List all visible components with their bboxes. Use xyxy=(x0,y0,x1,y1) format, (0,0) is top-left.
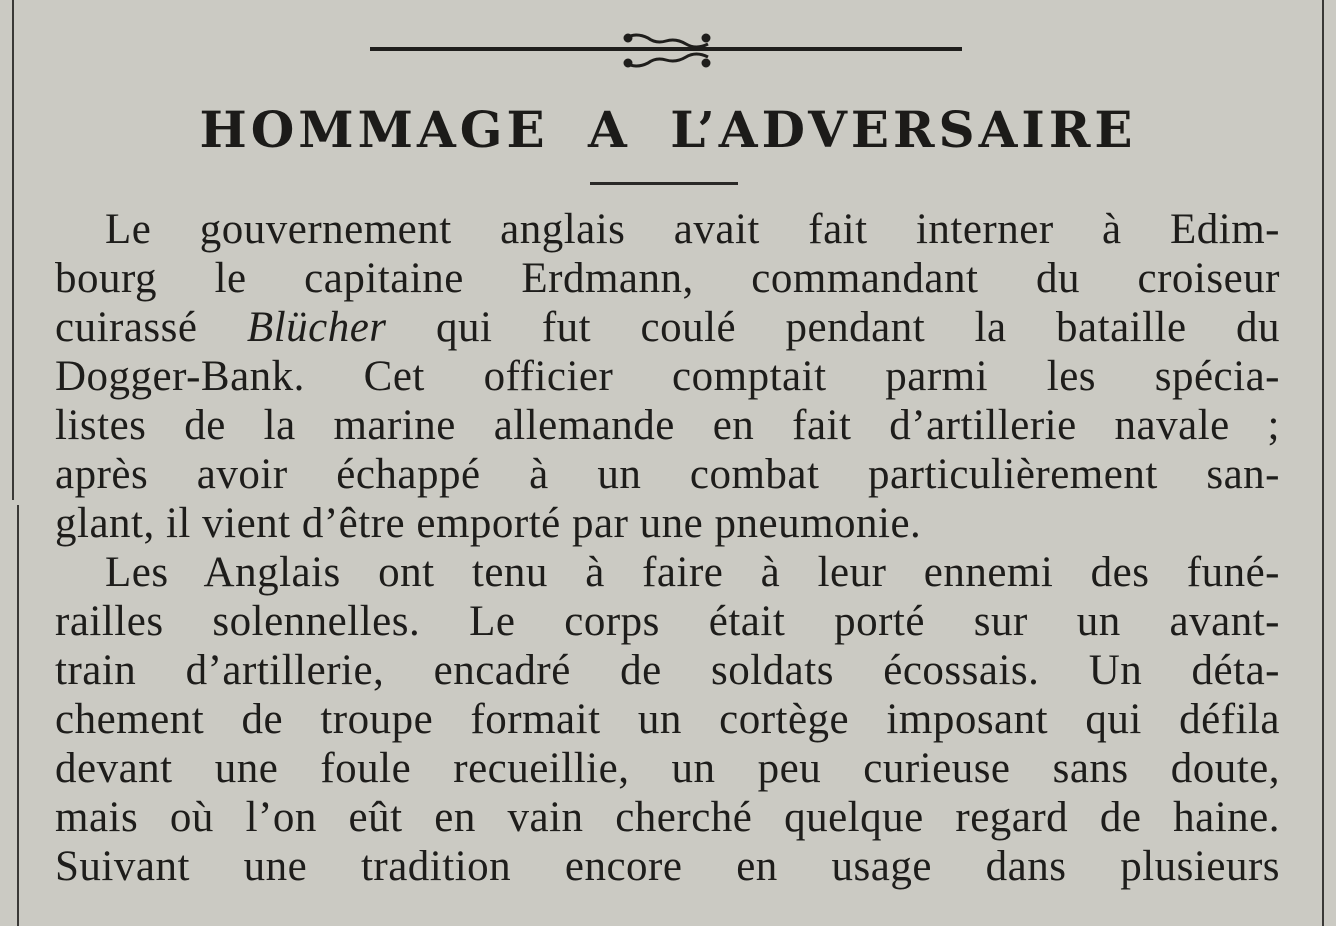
text-line: Dogger-Bank. Cet officier comptait parmi les spécia- xyxy=(55,353,1280,400)
article-body xyxy=(55,205,1280,891)
text-line xyxy=(55,303,1280,352)
text-line: train d’artillerie, encadré de soldats écossais. Un déta- xyxy=(55,647,1280,694)
text-segment: cuirassé xyxy=(55,304,247,351)
text-line: chement de troupe formait un cortège imposant qui défila xyxy=(55,696,1280,743)
ornamental-divider xyxy=(370,30,962,74)
text-line: Suivant une tradition encore en usage dans plusieurs xyxy=(55,843,1280,890)
text-line: devant une foule recueillie, un peu curieuse sans doute, xyxy=(55,745,1280,792)
flourish-icon xyxy=(625,35,709,66)
text-line: Les Anglais ont tenu à faire à leur ennemi des funé- xyxy=(105,549,1280,596)
text-line: mais où l’on eût en vain cherché quelque regard de haine. xyxy=(55,794,1280,841)
text-line: bourg le capitaine Erdmann, commandant du croiseur xyxy=(55,255,1280,302)
text-line: Le gouvernement anglais avait fait interner à Edim- xyxy=(105,206,1280,253)
text-line: listes de la marine allemande en fait d’artillerie navale ; xyxy=(55,402,1280,449)
text-line: après avoir échappé à un combat particulièrement san- xyxy=(55,451,1280,498)
article-title: HOMMAGE A L’ADVERSAIRE xyxy=(199,100,1137,159)
text-line: railles solennelles. Le corps était porté sur un avant- xyxy=(55,598,1280,645)
title-underline xyxy=(590,182,738,185)
text-segment: qui fut coulé pendant la bataille du xyxy=(386,304,1280,351)
text-line: glant, il vient d’être emporté par une pneumonie. xyxy=(55,500,922,547)
left-column-rule xyxy=(12,0,14,500)
left-column-rule-lower xyxy=(17,505,19,926)
ship-name: Blücher xyxy=(246,304,387,351)
